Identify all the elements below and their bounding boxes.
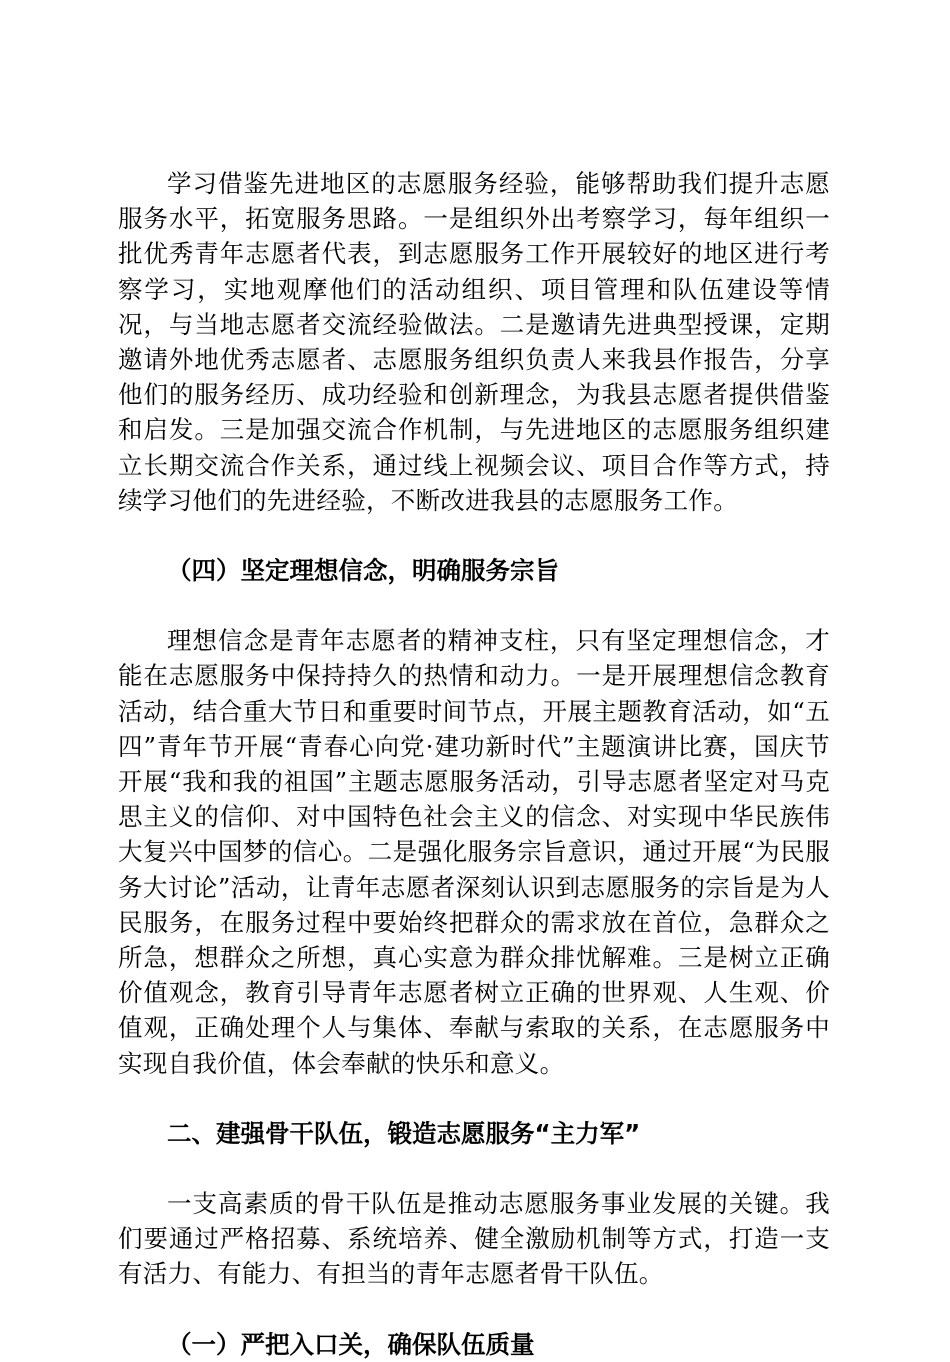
spacer (118, 1151, 830, 1186)
paragraph-ideals-beliefs: 理想信念是青年志愿者的精神支柱，只有坚定理想信念，才能在志愿服务中保持持久的热情和动力。一是开展理想信念教育活动，结合重大节日和重要时间节点，开展主题教育活动，如“五四”青年节开展“青春心向党·建功新时代”主题演讲比赛，国庆节开展“我和我的祖国”主题志愿服务活动，引导志愿者坚定对马克思主义的信仰、对中国特色社会主义的信念、对实现中华民族伟大复兴中国梦的信心。二是强化服务宗旨意识，通过开展“为民服务大讨论”活动，让青年志愿者深刻认识到志愿服务的宗旨是为人民服务，在服务过程中要始终把群众的需求放在首位，急群众之所急，想群众之所想，真心实意为群众排忧解难。三是树立正确价值观念，教育引导青年志愿者树立正确的世界观、人生观、价值观，正确处理个人与集体、奉献与索取的关系，在志愿服务中实现自我价值，体会奉献的快乐和意义。 (118, 626, 830, 1078)
heading-ideals-beliefs: （四）坚定理想信念，明确服务宗旨 (167, 556, 559, 586)
spacer (118, 518, 830, 553)
paragraph-backbone-team: 一支高素质的骨干队伍是推动志愿服务事业发展的关键。我们要通过严格招募、系统培养、健全激励机制等方式，打造一支有活力、有能力、有担当的青年志愿者骨干队伍。 (118, 1189, 830, 1289)
spacer (118, 1081, 830, 1116)
document-body (118, 166, 830, 1362)
paragraph-learning-experience: 学习借鉴先进地区的志愿服务经验，能够帮助我们提升志愿服务水平，拓宽服务思路。一是组织外出考察学习，每年组织一批优秀青年志愿者代表，到志愿服务工作开展较好的地区进行考察学习，实地观摩他们的活动组织、项目管理和队伍建设等情况，与当地志愿者交流经验做法。二是邀请先进典型授课，定期邀请外地优秀志愿者、志愿服务组织负责人来我县作报告，分享他们的服务经历、成功经验和创新理念，为我县志愿者提供借鉴和启发。三是加强交流合作机制，与先进地区的志愿服务组织建立长期交流合作关系，通过线上视频会议、项目合作等方式，持续学习他们的先进经验，不断改进我县的志愿服务工作。 (118, 169, 830, 515)
heading-backbone-team: 二、建强骨干队伍，锻造志愿服务“主力军” (167, 1118, 641, 1148)
heading-entry-control: （一）严把入口关，确保队伍质量 (167, 1329, 535, 1359)
spacer (118, 1292, 830, 1327)
spacer (118, 588, 830, 623)
